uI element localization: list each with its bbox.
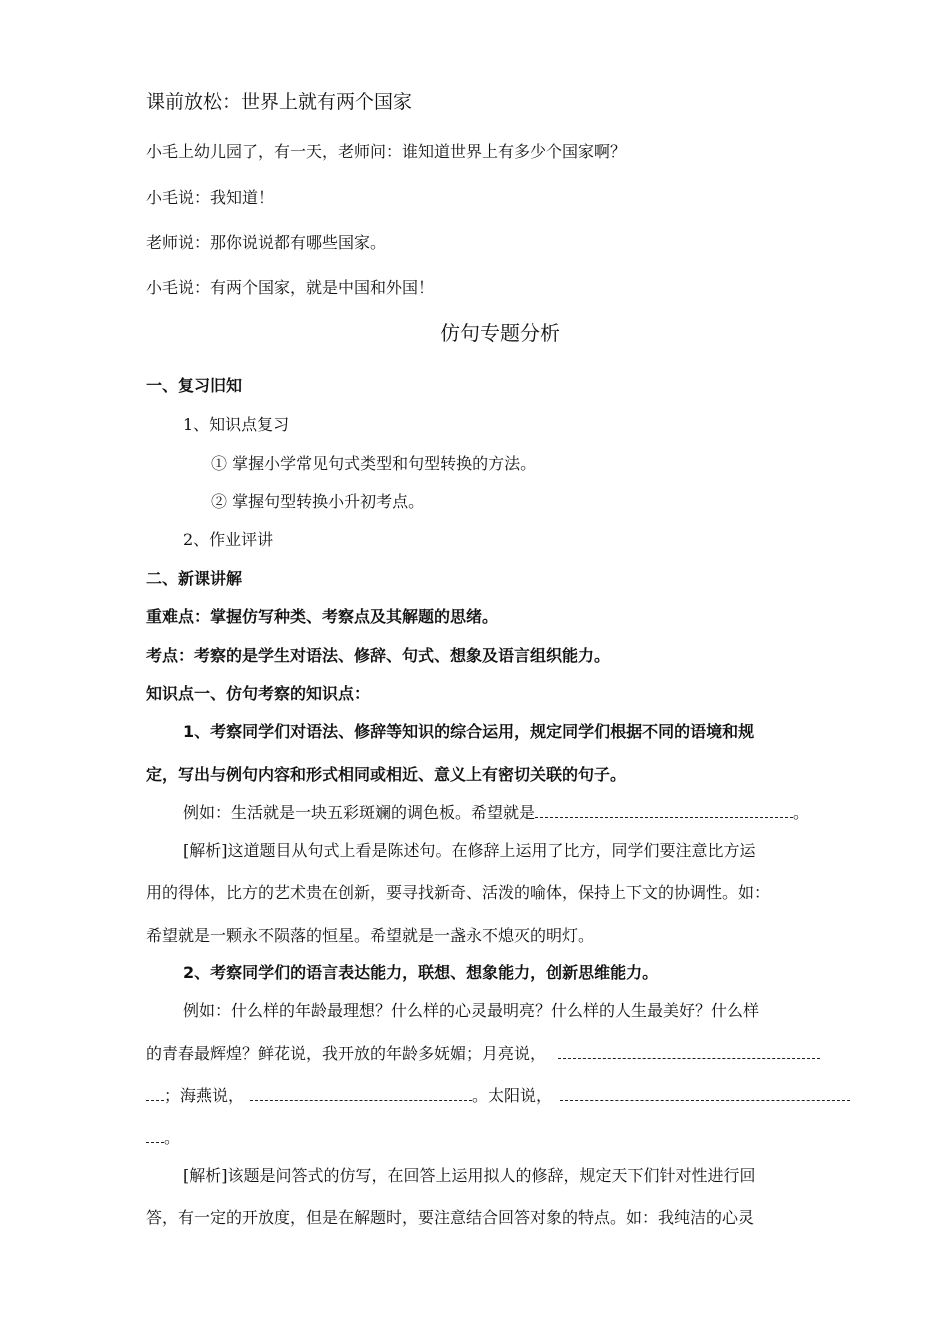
example-1-text: 例如：生活就是一块五彩斑斓的调色板。希望就是 [183, 803, 536, 822]
analysis-1-line-1: [解析]这道题目从句式上看是陈述句。在修辞上运用了比方，同学们要注意比方运 [183, 841, 756, 860]
section-1-item-2: 2、作业评讲 [183, 530, 274, 549]
intro-line-1: 小毛上幼儿园了，有一天，老师问：谁知道世界上有多少个国家啊？ [146, 142, 627, 161]
intro-title: 课前放松：世界上就有两个国家 [146, 91, 413, 113]
example-1-end: 。 [793, 803, 810, 822]
analysis-1-line-3: 希望就是一颗永不陨落的恒星。希望就是一盏永不熄灭的明灯。 [146, 926, 595, 945]
section-1-subitem-1: ① 掌握小学常见句式类型和句型转换的方法。 [211, 454, 537, 473]
example-2-line-2 [146, 1044, 820, 1064]
example-2-line-1: 例如：什么样的年龄最理想？什么样的心灵最明亮？什么样的人生最美好？什么样 [183, 1001, 760, 1020]
intro-line-4: 小毛说：有两个国家，就是中国和外国！ [146, 278, 435, 297]
knowledge-point-1-heading: 知识点一、仿句考察的知识点： [146, 684, 371, 703]
example-2-end: 。 [164, 1128, 181, 1147]
point-1-line-2: 定，写出与例句内容和形式相同或相近、意义上有密切关联的句子。 [146, 765, 627, 784]
example-2-blank-3-cont [146, 1130, 164, 1143]
section-1-subitem-2: ② 掌握句型转换小升初考点。 [211, 492, 425, 511]
example-2-blank-2 [250, 1088, 472, 1101]
point-2-line: 2、考察同学们的语言表达能力，联想、想象能力，创新思维能力。 [183, 963, 659, 982]
example-1-blank [535, 805, 793, 818]
example-2-text-b: ；海燕说， [164, 1086, 245, 1105]
analysis-1-line-2: 用的得体，比方的艺术贵在创新，要寻找新奇、活泼的喻体，保持上下文的协调性。如： [146, 883, 771, 902]
example-2-line-3 [146, 1086, 850, 1106]
analysis-2-line-2: 答，有一定的开放度，但是在解题时，要注意结合回答对象的特点。如：我纯洁的心灵 [146, 1208, 755, 1227]
intro-line-3: 老师说：那你说说都有哪些国家。 [146, 233, 387, 252]
document-title: 仿句专题分析 [440, 321, 560, 345]
exam-point-line: 考点：考察的是学生对语法、修辞、句式、想象及语言组织能力。 [146, 646, 611, 665]
section-1-item-1: 1、知识点复习 [183, 415, 290, 434]
example-2-text-c: 。太阳说， [472, 1086, 553, 1105]
example-2-blank-1 [558, 1046, 820, 1059]
example-2-blank-3 [560, 1088, 850, 1101]
section-1-heading: 一、复习旧知 [146, 376, 243, 395]
example-1-line [183, 803, 809, 823]
intro-line-2: 小毛说：我知道！ [146, 188, 275, 207]
example-2-text-a: 的青春最辉煌？鲜花说，我开放的年龄多妩媚；月亮说， [146, 1044, 547, 1063]
point-1-line-1: 1、考察同学们对语法、修辞等知识的综合运用，规定同学们根据不同的语境和规 [183, 722, 755, 741]
difficulty-line: 重难点：掌握仿写种类、考察点及其解题的思绪。 [146, 607, 499, 626]
section-2-heading: 二、新课讲解 [146, 569, 243, 588]
example-2-line-4 [146, 1128, 180, 1148]
example-2-blank-1-cont [146, 1088, 164, 1101]
analysis-2-line-1: [解析]该题是问答式的仿写，在回答上运用拟人的修辞，规定天下们针对性进行回 [183, 1166, 756, 1185]
